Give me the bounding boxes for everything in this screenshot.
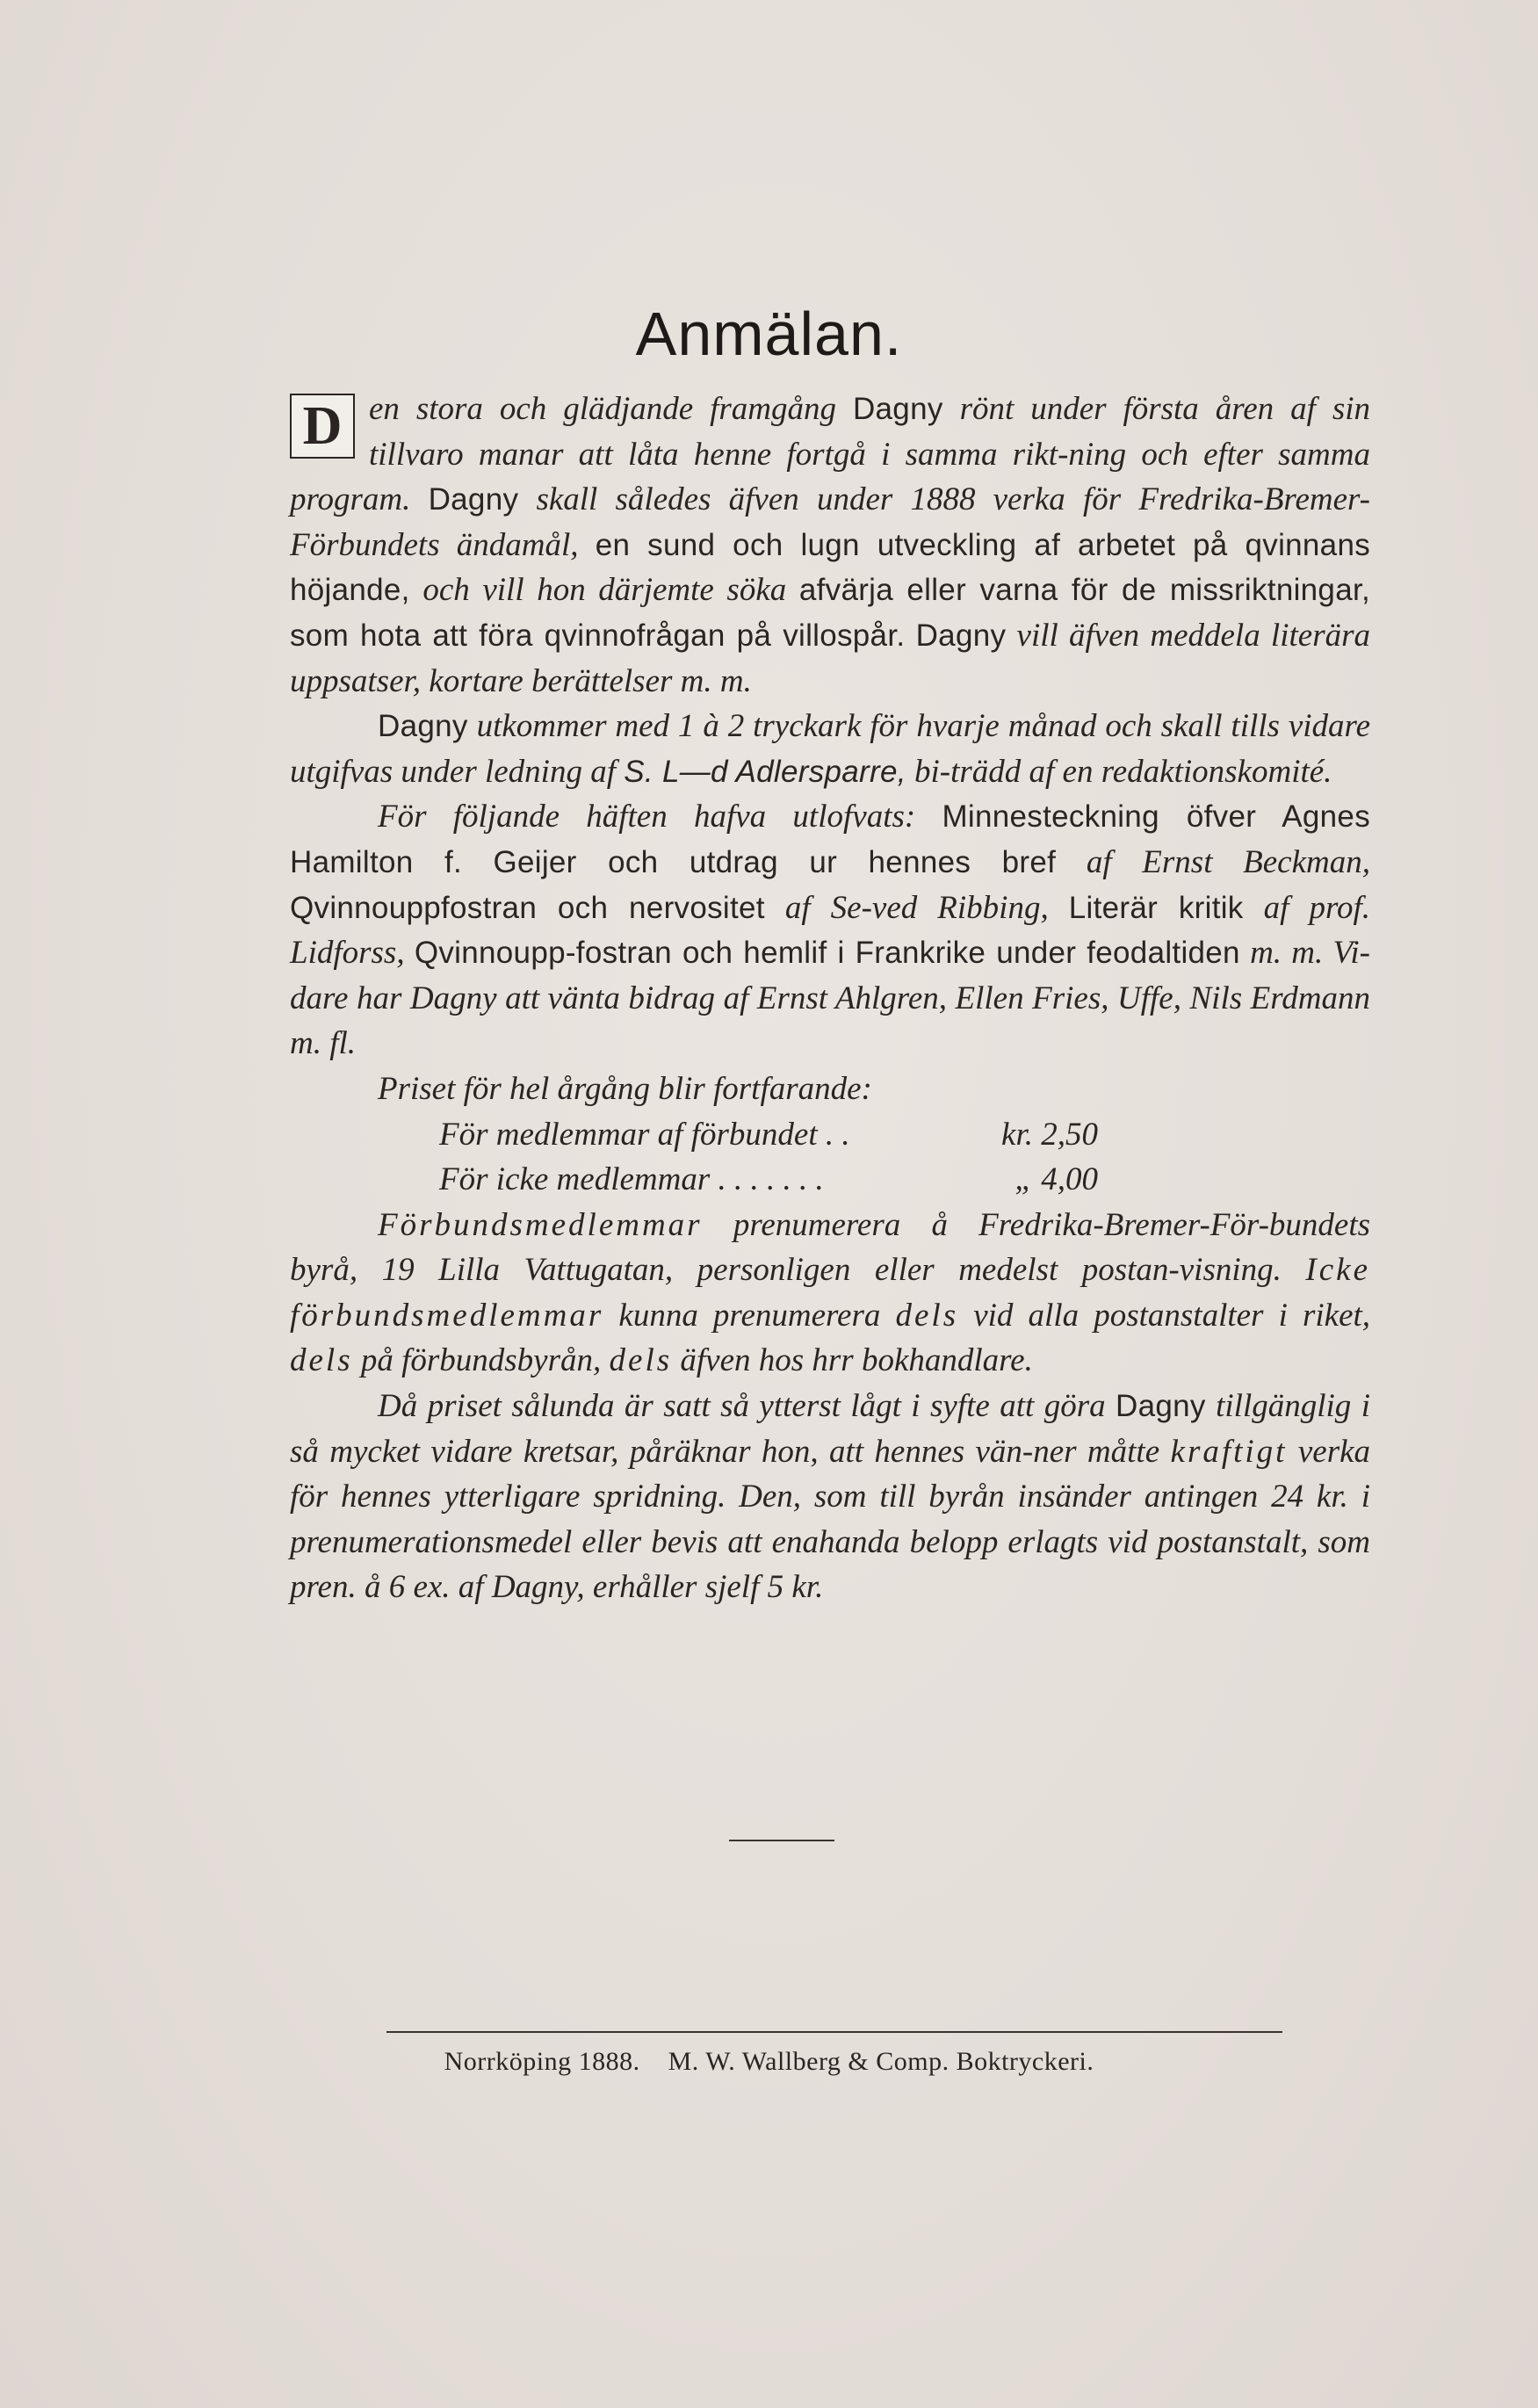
section-divider: [729, 1840, 834, 1841]
text-span-bold: afvärja eller varna för de missriktningar, som hota att föra qvinnofrågan på villospår.: [290, 573, 1371, 653]
editor-name: S. L—d Adlersparre,: [624, 754, 906, 789]
text-span: Då priset sålunda är satt så ytterst lågt i syfte att göra: [378, 1388, 1106, 1425]
text-span: dels: [895, 1297, 959, 1334]
decorative-dropcap: D: [290, 394, 355, 459]
text-span: vid alla postanstalter i riket,: [973, 1297, 1371, 1334]
price-label: För icke medlemmar . . . . . . .: [439, 1161, 824, 1198]
article-title: Literär kritik: [1068, 890, 1244, 925]
price-row: [290, 1157, 1370, 1203]
text-span: tillgänglig i så mycket vidare kretsar, påräknar hon, att hennes vän-ner måtte: [290, 1388, 1370, 1470]
magazine-name: Dagny: [852, 392, 943, 426]
price-intro: Priset för hel årgång blir fortfarande:: [378, 1070, 872, 1107]
paragraph-subscription: [290, 1203, 1370, 1384]
footer-rule: [386, 2031, 1282, 2033]
text-span: utkommer med 1 à 2 tryckark för hvarje månad och skall tills vidare utgifvas under ledning af: [290, 708, 1370, 790]
text-span: af Ernst Beckman,: [1086, 843, 1370, 880]
text-span: prenumerera å Fredrika-Bremer-För-bundets byrå, 19 Lilla Vattugatan, personligen eller medelst postan-visning.: [290, 1206, 1371, 1289]
paragraph-publication: [290, 704, 1370, 794]
text-span: af prof. Lidforss,: [290, 889, 1371, 972]
text-span: kunna prenumerera: [618, 1297, 881, 1334]
text-span: dels: [290, 1342, 353, 1379]
text-span: Icke förbundsmedlemmar: [290, 1252, 1370, 1334]
printer-imprint: [0, 2047, 1538, 2077]
text-span: på förbundsbyrån,: [360, 1342, 602, 1379]
text-span: vill äfven meddela literära uppsatser, kortare berättelser m. m.: [290, 617, 1370, 699]
text-span: verka för hennes ytterligare spridning. Den, som till byrån insänder antingen 24 kr. i prenumerationsmedel eller bevis att enahanda belopp erlagts vid postanstalt, som pren. å 6 ex. af Dagny, erhåller sjelf 5 kr.: [290, 1433, 1371, 1606]
imprint-printer: M. W. Wallberg & Comp. Boktryckeri.: [668, 2047, 1094, 2076]
text-span: dels: [609, 1342, 673, 1379]
paragraph-intro: [290, 387, 1370, 704]
text-span-bold: en sund och lugn utveckling af arbetet på qvinnans höjande,: [290, 527, 1371, 608]
text-span: af Se-ved Ribbing,: [784, 889, 1049, 926]
paragraph-contents: [290, 794, 1370, 1067]
article-title: Minnesteckning öfver Agnes Hamilton f. Geijer och utdrag ur hennes bref: [290, 799, 1371, 879]
text-span: en stora och glädjande framgång: [369, 391, 837, 427]
announcement-body: [290, 387, 1370, 1610]
text-span: bi-trädd af en redaktionskomité.: [914, 753, 1332, 790]
magazine-name: Dagny: [378, 709, 468, 744]
text-span: Förbundsmedlemmar: [378, 1206, 703, 1243]
price-label: För medlemmar af förbundet . .: [439, 1116, 850, 1153]
text-span: skall således äfven under 1888 verka för Fredrika-Bremer-Förbundets ändamål,: [290, 481, 1370, 563]
text-span: rönt under första åren af sin tillvaro manar att låta henne fortgå i samma rikt-ning och efter samma program.: [290, 391, 1371, 518]
magazine-name: Dagny: [1116, 1389, 1206, 1424]
text-span: För följande häften hafva utlofvats:: [378, 799, 916, 835]
price-value: kr. 2,50: [1001, 1116, 1098, 1153]
imprint-place-year: Norrköping 1888.: [444, 2047, 640, 2076]
text-span: och vill hon därjemte söka: [422, 572, 787, 609]
magazine-name: Dagny: [428, 482, 519, 517]
text-span: äfven hos hrr bokhandlare.: [680, 1342, 1033, 1379]
text-span: m. m. Vi-dare har Dagny att vänta bidrag af Ernst Ahlgren, Ellen Fries, Uffe, Nils Erdmann m. fl.: [290, 935, 1370, 1062]
page-title: Anmälan.: [635, 300, 903, 368]
article-title: Qvinnoupp-fostran och hemlif i Frankrike under feodaltiden: [414, 936, 1240, 971]
magazine-name: Dagny: [915, 618, 1007, 653]
price-value: „ 4,00: [1015, 1161, 1098, 1198]
text-span: kraftigt: [1170, 1433, 1288, 1470]
article-title: Qvinnouppfostran och nervositet: [290, 890, 765, 925]
price-row: [290, 1112, 1370, 1158]
paragraph-appeal: [290, 1384, 1370, 1610]
